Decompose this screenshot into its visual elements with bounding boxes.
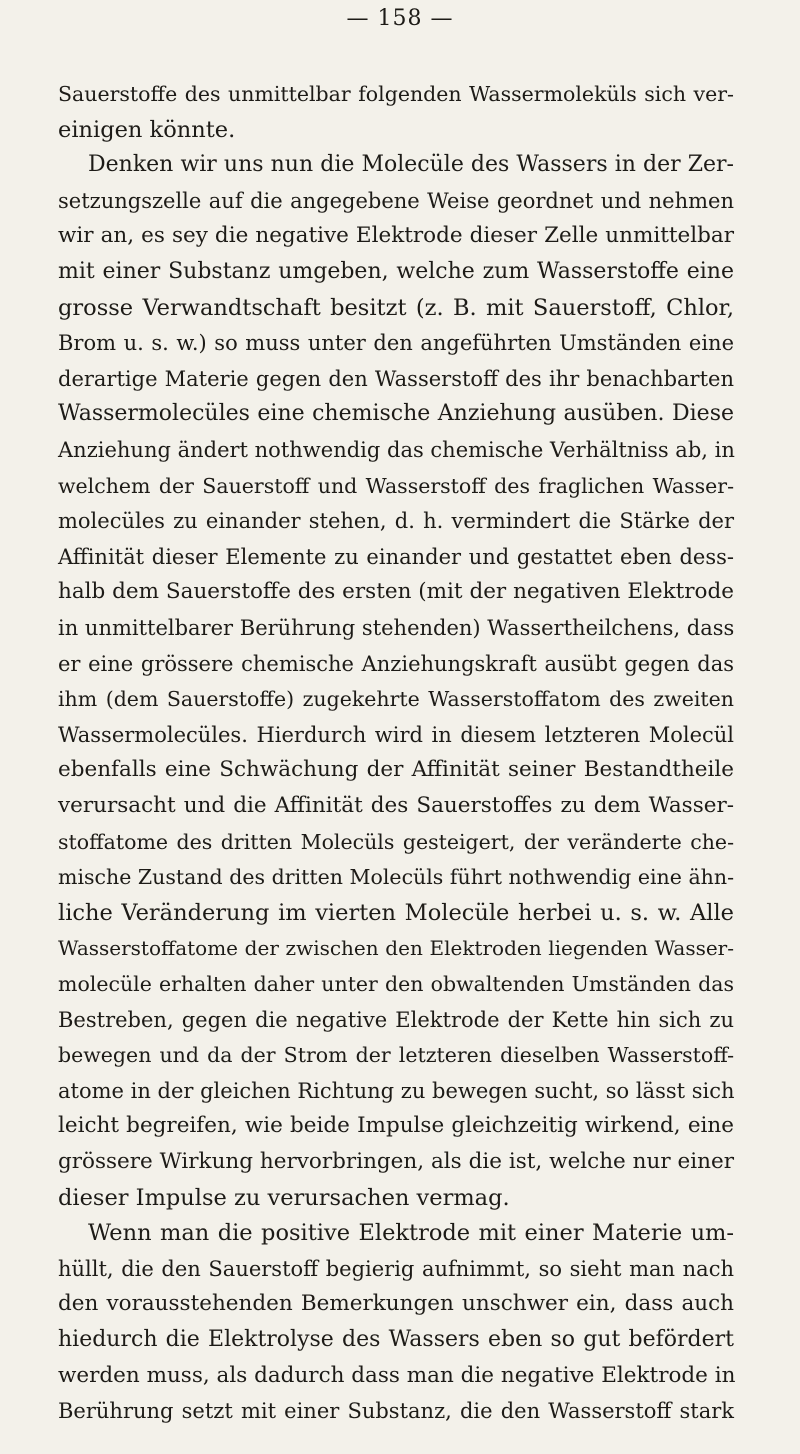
text-line: Wasserstoffatome der zwischen den Elektroden liegenden Wasser- [58, 936, 734, 961]
page-number: — 158 — [346, 6, 454, 31]
text-line: liche Veränderung im vierten Molecüle herbei u. s. w. Alle [58, 899, 734, 926]
text-line: halb dem Sauerstoffe des ersten (mit der negativen Elektrode [58, 579, 734, 605]
text-line: Affinität dieser Elemente zu einander und gestattet eben dess- [58, 544, 734, 569]
text-line: verursacht und die Affinität des Sauerstoffes zu dem Wasser- [58, 793, 734, 818]
text-line: in unmittelbarer Berührung stehenden) Wassertheilchens, dass [58, 616, 735, 640]
text-line: bewegen und da der Strom der letzteren dieselben Wasserstoff- [58, 1043, 734, 1068]
text-line: molecüles zu einander stehen, d. h. vermindert die Stärke der [58, 509, 734, 534]
text-line: ihm (dem Sauerstoffe) zugekehrte Wasserstoffatom des zweiten [58, 687, 734, 712]
text-line: wir an, es sey die negative Elektrode dieser Zelle unmittelbar [58, 223, 734, 249]
text-line: mische Zustand des dritten Molecüls führt nothwendig eine ähn- [58, 865, 734, 890]
text-line: er eine grössere chemische Anziehungskraft ausübt gegen das [58, 651, 734, 676]
text-line: mit einer Substanz umgeben, welche zum Wasserstoffe eine [58, 259, 734, 284]
text-line: leicht begreifen, wie beide Impulse gleichzeitig wirkend, eine [58, 1113, 734, 1139]
text-line: setzungszelle auf die angegebene Weise geordnet und nehmen [58, 188, 734, 213]
text-line: atome in der gleichen Richtung zu bewegen sucht, so lässt sich [58, 1078, 735, 1103]
text-line: Wassermolecüles. Hierdurch wird in diesem letzteren Molecül [58, 722, 734, 747]
text-line: derartige Materie gegen den Wasserstoff des ihr benachbarten [58, 366, 734, 391]
text-line: Denken wir uns nun die Molecüle des Wassers in der Zer- [88, 152, 734, 178]
text-line: hüllt, die den Sauerstoff begierig aufnimmt, so sieht man nach [58, 1256, 734, 1281]
text-line: Wassermolecüles eine chemische Anziehung ausüben. Diese [58, 401, 734, 427]
text-line: hiedurch die Elektrolyse des Wassers eben so gut befördert [58, 1327, 734, 1352]
text-line: Anziehung ändert nothwendig das chemische Verhältniss ab, in [58, 438, 735, 462]
text-line: Brom u. s. w.) so muss unter den angeführten Umständen eine [58, 331, 734, 356]
text-line: einigen könnte. [58, 116, 236, 143]
text-line: ebenfalls eine Schwächung der Affinität seiner Bestandtheile [58, 757, 734, 783]
text-line: dieser Impulse zu verursachen vermag. [58, 1184, 510, 1211]
text-line: grössere Wirkung hervorbringen, als die ist, welche nur einer [58, 1149, 734, 1174]
text-line: Bestreben, gegen die negative Elektrode der Kette hin sich zu [58, 1007, 734, 1032]
text-line: molecüle erhalten daher unter den obwaltenden Umständen das [58, 972, 734, 996]
text-line: grosse Verwandtschaft besitzt (z. B. mit Sauerstoff, Chlor, [58, 294, 734, 321]
text-line: Berührung setzt mit einer Substanz, die den Wasserstoff stark [58, 1399, 734, 1424]
text-line: Sauerstoffe des unmittelbar folgenden Wassermoleküls sich ver- [58, 82, 734, 106]
text-line: Wenn man die positive Elektrode mit einer Materie um- [88, 1220, 734, 1247]
text-line: welchem der Sauerstoff und Wasserstoff des fraglichen Wasser- [58, 473, 734, 498]
text-line: den vorausstehenden Bemerkungen unschwer ein, dass auch [58, 1291, 734, 1317]
text-line: stoffatome des dritten Molecüls gesteigert, der veränderte che- [58, 829, 734, 854]
text-line: werden muss, als dadurch dass man die negative Elektrode in [58, 1362, 736, 1388]
